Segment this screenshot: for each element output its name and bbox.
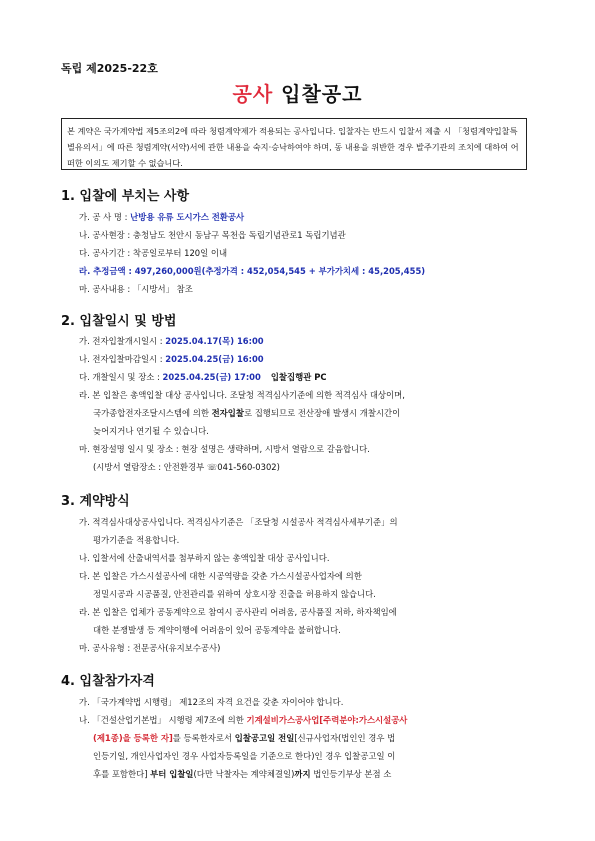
s3-item-a-line1: 가. 적격심사대상공사입니다. 적격심사기준은 「조달청 시설공사 적격심사세부기준」의: [79, 517, 398, 527]
s4-b2-mid: 를 등록한자로서: [172, 733, 235, 743]
title-part2: 입찰공고: [273, 82, 363, 106]
title-part1: 공사: [232, 82, 274, 106]
opening-datetime: 2025.04.25(금) 17:00: [162, 372, 261, 382]
s4-b2-post: [신규사업자(법인인 경우 법: [294, 733, 396, 743]
section-3-title: 3. 계약방식: [61, 494, 130, 509]
s2-item-d-line2: [93, 407, 400, 419]
s4-item-b-line2: [93, 732, 395, 744]
s3-item-e: 마. 공사유형 : 전문공사(유지보수공사): [79, 643, 221, 653]
section-1-title: 1. 입찰에 부치는 사항: [61, 189, 190, 204]
s2-item-c-label: 다. 개찰일시 및 장소 :: [79, 372, 163, 382]
s4-item-a: 가. 「국가계약법 시행령」 제12조의 자격 요건을 갖춘 자이어야 합니다.: [79, 697, 344, 707]
license-requirement: 기계설비가스공사업[주력분야:가스시설공사: [246, 715, 408, 725]
s4-b4-post: 법인등기부상 본점 소: [310, 769, 392, 779]
s3-item-c-line1: 다. 본 입찰은 가스시설공사에 대한 시공역량을 갖춘 가스시설공사업자에 의한: [79, 571, 362, 581]
s2-item-d-line3: 늦어지거나 연기될 수 있습니다.: [93, 426, 209, 436]
s2-item-b-label: 나. 전자입찰마감일시 :: [79, 354, 166, 364]
s1-item-b: 나. 공사현장 : 충청남도 천안시 동남구 목천읍 독립기념관로1 독립기념관: [79, 230, 346, 240]
announcement-day-before: 입찰공고일 전일: [234, 733, 295, 743]
until-text: 까지: [294, 769, 311, 779]
opening-place: 입찰집행관 PC: [270, 372, 327, 382]
s2-item-c: [79, 371, 327, 383]
s4-item-b-line4: [93, 768, 391, 780]
s2-d2-pre: 국가종합전자조달시스템에 의한: [93, 408, 212, 418]
s3-item-c-line2: 정밀시공과 시공품질, 안전관리를 위하여 상호시장 진출을 허용하지 않습니다.: [93, 589, 376, 599]
s2-item-e-line1: 마. 현장설명 일시 및 장소 : 현장 설명은 생략하며, 시방서 열람으로 갈음합니다.: [79, 444, 370, 454]
section-4-title: 4. 입찰참가자격: [61, 674, 155, 689]
s4-item-b-line3: 인등기일, 개인사업자인 경우 사업자등록일을 기준으로 한다)인 경우 입찰공고일 이: [93, 751, 396, 761]
s4-b1-pre: 나. 「건설산업기본법」 시행령 제7조에 의한: [79, 715, 247, 725]
s2-item-a: [79, 335, 264, 347]
s1-item-c: 다. 공사기간 : 착공일로부터 120일 이내: [79, 248, 228, 258]
s4-b4-mid: (다만 낙찰자는 계약체결일): [193, 769, 295, 779]
s1-item-a-label: 가. 공 사 명 :: [79, 212, 131, 222]
s4-b4-pre: 후를 포함한다]: [93, 769, 151, 779]
until-bid-day: 부터 입찰일: [150, 769, 194, 779]
integrity-notice-box: 본 계약은 국가계약법 제5조의2에 따라 청렴계약제가 적용되는 공사입니다. 입찰자는 반드시 입찰서 제출 시 「청렴계약입찰특별유의서」에 따른 청렴계약(서약)서에 관한 내용을 숙지·승낙하여야 하며, 동 내용을 위반한 경우 발주기관의 조치에 대하여 어떠한 이의도 제기할 수 없습니다.: [61, 118, 527, 170]
s1-item-e: 마. 공사내용 : 「시방서」 참조: [79, 284, 193, 294]
s2-item-e-line2: (시방서 열람장소 : 안전환경부 ☏041-560-0302): [93, 462, 280, 472]
s2-item-d-line1: 라. 본 입찰은 총액입찰 대상 공사입니다. 조달청 적격심사기준에 의한 적격심사 대상이며,: [79, 390, 405, 400]
bid-close-datetime: 2025.04.25(금) 16:00: [165, 354, 264, 364]
s1-item-a: [79, 211, 244, 223]
bid-open-datetime: 2025.04.17(목) 16:00: [165, 336, 264, 346]
s4-item-b-line1: [79, 714, 407, 726]
project-name: 난방용 유류 도시가스 전환공사: [130, 212, 245, 222]
s3-item-a-line2: 평가기준을 적용합니다.: [93, 535, 180, 545]
license-requirement-cont: (제1종)을 등록한 자]: [93, 733, 173, 743]
section-2-title: 2. 입찰일시 및 방법: [61, 314, 177, 329]
s2-d2-post: 로 집행되므로 전산장애 발생시 개찰시간이: [243, 408, 401, 418]
s3-item-b: 나. 입찰서에 산출내역서를 첨부하지 않는 총액입찰 대상 공사입니다.: [79, 553, 330, 563]
s2-item-b: [79, 353, 264, 365]
electronic-bid-text: 전자입찰: [211, 408, 244, 418]
s3-item-d-line1: 라. 본 입찰은 업체가 공동계약으로 참여시 공사관리 어려움, 공사품질 저하, 하자책임에: [79, 607, 397, 617]
s3-item-d-line2: 대한 분쟁발생 등 계약이행에 어려움이 있어 공동계약을 불허합니다.: [93, 625, 341, 635]
s2-item-a-label: 가. 전자입찰개시일시 :: [79, 336, 166, 346]
s1-item-d-estimated-amount: 라. 추정금액 : 497,260,000원(추정가격 : 452,054,545 + 부가가치세 : 45,205,455): [79, 266, 426, 276]
page-title: [0, 78, 595, 107]
document-number: 독립 제2025-22호: [61, 62, 158, 75]
